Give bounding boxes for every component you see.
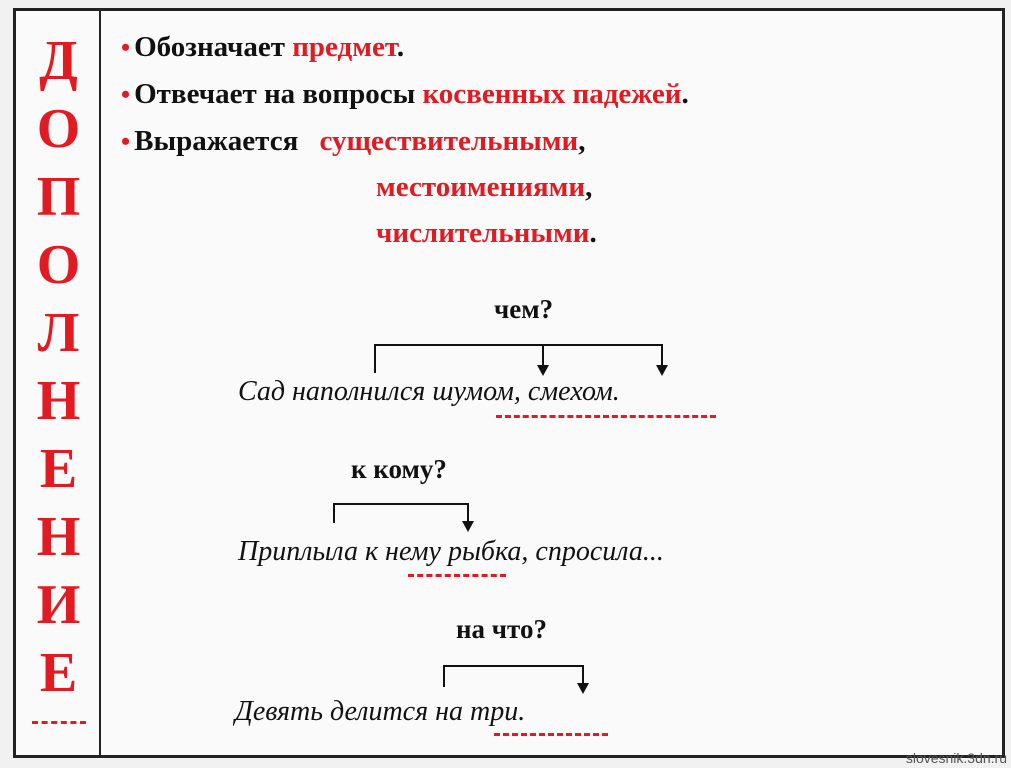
sentence-text: Приплыла <box>238 536 365 567</box>
definition-line-4 <box>376 171 592 204</box>
example-sentence-3 <box>235 696 525 728</box>
example-sentence-1 <box>238 376 620 408</box>
definition-text: Выражается <box>134 125 306 157</box>
definition-highlight: косвенных падежей <box>422 78 682 110</box>
definition-line-3 <box>121 125 586 158</box>
definition-highlight: числительными <box>376 217 590 249</box>
bullet: • <box>121 127 131 156</box>
title-letter: П <box>36 166 81 228</box>
definition-end: . <box>396 31 405 63</box>
title-letter: Д <box>39 30 78 92</box>
title-letter: И <box>36 574 81 636</box>
title-letter: Н <box>36 506 81 568</box>
object-underline-3 <box>494 733 608 736</box>
definition-end: . <box>589 217 597 249</box>
definition-text: Обозначает <box>134 31 293 63</box>
definition-highlight: местоимениями <box>376 171 586 203</box>
bullet: • <box>121 80 131 109</box>
title-underline <box>32 721 86 724</box>
sentence-text: . <box>612 376 620 407</box>
definition-line-1 <box>121 31 404 64</box>
definition-text: Отвечает на вопросы <box>134 78 423 110</box>
definition-end: , <box>578 125 586 157</box>
definition-highlight: существительными <box>319 125 579 157</box>
definition-highlight: предмет <box>292 31 397 63</box>
title-letter: О <box>36 98 81 160</box>
title-letter: Е <box>39 438 78 500</box>
title-letter: Е <box>39 642 78 704</box>
object-underline-2 <box>408 574 506 577</box>
question-3: на что? <box>456 614 547 644</box>
sentence-text: Девять делится <box>235 696 436 727</box>
watermark: slovesnik.3dn.ru <box>905 750 1007 766</box>
definition-line-2 <box>121 78 689 111</box>
bullet: • <box>121 33 131 62</box>
definition-end: , <box>585 171 593 203</box>
title-letter: Н <box>36 370 81 432</box>
title-letter: О <box>36 234 81 296</box>
object-word: на три <box>435 696 519 727</box>
object-word: к нему <box>364 536 441 567</box>
sentence-text: Сад наполнился <box>238 376 433 407</box>
slide-frame <box>13 8 1005 758</box>
object-word: шумом, смехом <box>432 376 613 407</box>
question-2: к кому? <box>351 454 447 484</box>
sentence-text: рыбка, спросила... <box>440 536 664 567</box>
definition-line-5 <box>376 217 597 250</box>
vertical-title <box>16 11 101 755</box>
question-1: чем? <box>494 294 554 324</box>
example-sentence-2 <box>238 536 664 568</box>
sentence-text: . <box>518 696 526 727</box>
object-underline-1 <box>496 415 716 418</box>
title-letter: Л <box>37 302 80 364</box>
definition-end: . <box>681 78 689 110</box>
